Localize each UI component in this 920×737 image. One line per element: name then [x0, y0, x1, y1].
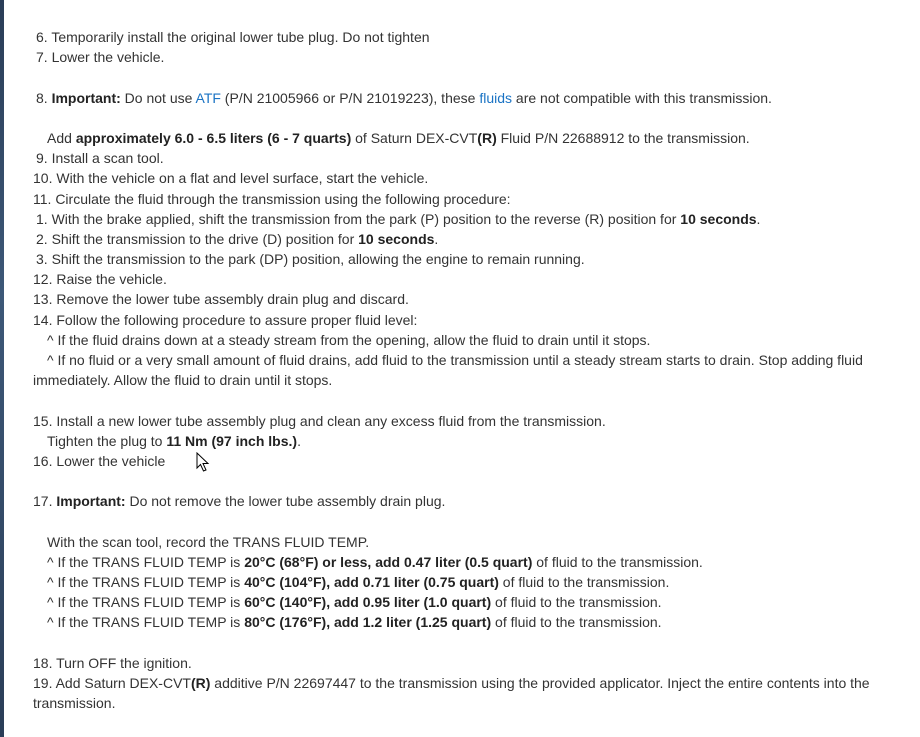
bullet-text: of fluid to the transmission.: [498, 574, 670, 591]
bullet-text: ^ If the TRANS FLUID TEMP is: [47, 594, 245, 611]
torque-instruction: [33, 431, 903, 451]
step-10: 10. With the vehicle on a flat and level surface, start the vehicle.: [33, 170, 429, 187]
bullet-text: of fluid to the transmission.: [491, 614, 662, 631]
step-text: Do not remove the lower tube assembly drain plug.: [125, 493, 446, 510]
step-14: 14. Follow the following procedure to assure proper fluid level:: [33, 311, 418, 328]
spacer: [33, 390, 903, 410]
spacer: [33, 67, 903, 87]
duration: 10 seconds: [358, 230, 435, 247]
temp-amount: 40°C (104°F), add 0.71 liter (0.75 quart): [244, 574, 499, 591]
temp-amount: 80°C (176°F), add 1.2 liter (1.25 quart): [244, 614, 492, 631]
bullet-steady-stream: ^ If the fluid drains down at a steady stream from the opening, allow the fluid to drain until it stops.: [47, 331, 651, 348]
window-edge: [0, 0, 4, 737]
add-fluid-instruction: [33, 128, 903, 148]
temp-bullet-60c: [33, 592, 903, 612]
step-19: [33, 673, 903, 713]
substep-text: 1. With the brake applied, shift the transmission from the park (P) position to the reverse (R) position for: [36, 210, 681, 227]
procedure-document: [33, 27, 903, 713]
step-11: 11. Circulate the fluid through the transmission using the following procedure:: [33, 190, 511, 207]
bullet-text: of fluid to the transmission.: [532, 553, 703, 570]
substep-3: 3. Shift the transmission to the park (DP) position, allowing the engine to remain running.: [36, 251, 585, 268]
step-13: 13. Remove the lower tube assembly drain plug and discard.: [33, 291, 409, 308]
bullet-text: of fluid to the transmission.: [491, 594, 662, 611]
step-number: 8.: [36, 89, 52, 106]
bullet-text: ^ If no fluid or a very small amount of fluid drains, add fluid to the transmission until a steady stream starts to drain. Stop adding fluid immediately. Allow the fluid to drain until it stops.: [33, 352, 863, 389]
fluids-link[interactable]: fluids: [479, 89, 513, 106]
step-16: 16. Lower the vehicle: [33, 452, 166, 469]
instruction-text: Fluid P/N 22688912 to the transmission.: [496, 129, 750, 146]
scan-tool-instruction: With the scan tool, record the TRANS FLUID TEMP.: [47, 533, 370, 550]
registered-mark: (R): [477, 129, 497, 146]
important-label: Important:: [51, 89, 121, 106]
duration: 10 seconds: [680, 210, 757, 227]
instruction-text: .: [297, 432, 301, 449]
temp-amount: 20°C (68°F) or less, add 0.47 liter (0.5 quart): [244, 553, 533, 570]
step-8: [33, 88, 903, 108]
temp-bullet-40c: [33, 572, 903, 592]
step-text: Do not use: [120, 89, 196, 106]
registered-mark: (R): [190, 675, 211, 692]
step-text: additive P/N 22697447 to the transmission using the provided applicator. Inject the entire contents into the transmission.: [33, 675, 870, 712]
temp-bullet-80c: [33, 612, 903, 632]
spacer: [33, 512, 903, 532]
substep-text: 2. Shift the transmission to the drive (D) position for: [36, 230, 359, 247]
bullet-text: ^ If the TRANS FLUID TEMP is: [47, 553, 245, 570]
substep-text: .: [434, 230, 439, 247]
substep-1: [33, 209, 903, 229]
temp-amount: 60°C (140°F), add 0.95 liter (1.0 quart): [244, 594, 492, 611]
important-label: Important:: [56, 493, 126, 510]
bullet-text: ^ If the TRANS FLUID TEMP is: [47, 574, 245, 591]
temp-bullet-20c: [33, 552, 903, 572]
atf-link[interactable]: ATF: [195, 89, 221, 106]
step-text: (P/N 21005966 or P/N 21019223), these: [220, 89, 480, 106]
step-17: [33, 491, 903, 511]
substep-2: [33, 229, 903, 249]
bullet-no-fluid: [33, 350, 903, 390]
step-18: 18. Turn OFF the ignition.: [33, 654, 192, 671]
step-7: 7. Lower the vehicle.: [36, 49, 165, 66]
step-text: 19. Add Saturn DEX-CVT: [33, 675, 191, 692]
torque-value: 11 Nm (97 inch lbs.): [166, 432, 298, 449]
bullet-text: ^ If the TRANS FLUID TEMP is: [47, 614, 245, 631]
step-9: 9. Install a scan tool.: [36, 150, 164, 167]
instruction-text: Add: [47, 129, 76, 146]
step-6: 6. Temporarily install the original lower tube plug. Do not tighten: [36, 29, 430, 45]
substep-text: .: [756, 210, 761, 227]
step-number: 17.: [33, 493, 57, 510]
spacer: [33, 108, 903, 128]
instruction-text: of Saturn DEX-CVT: [351, 129, 478, 146]
fluid-quantity: approximately 6.0 - 6.5 liters (6 - 7 quarts): [75, 129, 352, 146]
step-text: are not compatible with this transmission.: [512, 89, 772, 106]
step-12: 12. Raise the vehicle.: [33, 271, 167, 288]
spacer: [33, 471, 903, 491]
spacer: [33, 633, 903, 653]
instruction-text: Tighten the plug to: [47, 432, 167, 449]
mouse-pointer-icon: [196, 452, 210, 473]
step-15: 15. Install a new lower tube assembly plug and clean any excess fluid from the transmission.: [33, 412, 606, 429]
